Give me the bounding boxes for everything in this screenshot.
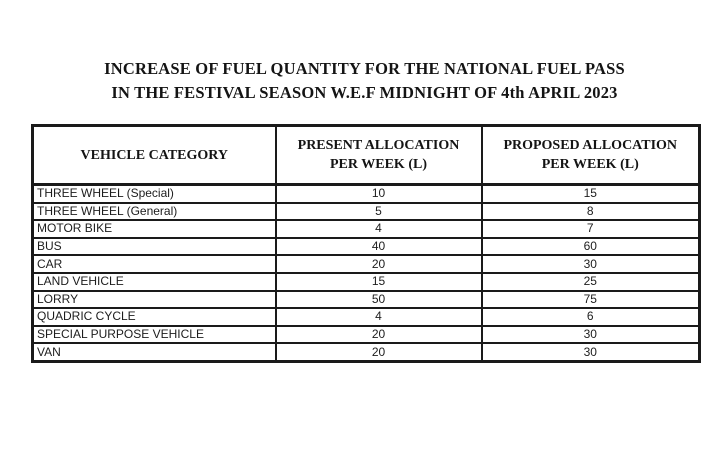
cell-present-allocation: 20	[276, 326, 482, 344]
cell-proposed-allocation: 30	[482, 255, 700, 273]
table-row	[33, 343, 700, 361]
page-title-line2: IN THE FESTIVAL SEASON W.E.F MIDNIGHT OF 4th APRIL 2023	[111, 83, 618, 102]
table-row	[33, 185, 700, 203]
cell-vehicle-category: QUADRIC CYCLE	[33, 308, 276, 326]
cell-proposed-allocation: 25	[482, 273, 700, 291]
cell-present-allocation: 15	[276, 273, 482, 291]
cell-proposed-allocation: 30	[482, 326, 700, 344]
page-title	[31, 57, 698, 105]
fuel-allocation-table	[31, 124, 701, 363]
cell-vehicle-category: LORRY	[33, 291, 276, 309]
cell-vehicle-category: THREE WHEEL (General)	[33, 203, 276, 221]
notice-page	[31, 0, 698, 363]
cell-proposed-allocation: 60	[482, 238, 700, 256]
column-header-proposed-allocation: PROPOSED ALLOCATION PER WEEK (L)	[482, 126, 700, 185]
fuel-table-body	[33, 185, 700, 362]
cell-proposed-allocation: 15	[482, 185, 700, 203]
cell-vehicle-category: SPECIAL PURPOSE VEHICLE	[33, 326, 276, 344]
cell-present-allocation: 20	[276, 255, 482, 273]
table-header-row	[33, 126, 700, 185]
table-row	[33, 255, 700, 273]
cell-proposed-allocation: 7	[482, 220, 700, 238]
table-row	[33, 238, 700, 256]
cell-present-allocation: 10	[276, 185, 482, 203]
cell-present-allocation: 4	[276, 220, 482, 238]
cell-present-allocation: 40	[276, 238, 482, 256]
page-title-line1: INCREASE OF FUEL QUANTITY FOR THE NATIONAL FUEL PASS	[104, 59, 625, 78]
cell-present-allocation: 4	[276, 308, 482, 326]
cell-proposed-allocation: 30	[482, 343, 700, 361]
column-header-present-allocation: PRESENT ALLOCATION PER WEEK (L)	[276, 126, 482, 185]
cell-proposed-allocation: 8	[482, 203, 700, 221]
cell-present-allocation: 5	[276, 203, 482, 221]
cell-vehicle-category: BUS	[33, 238, 276, 256]
table-row	[33, 308, 700, 326]
cell-vehicle-category: MOTOR BIKE	[33, 220, 276, 238]
table-row	[33, 273, 700, 291]
cell-vehicle-category: CAR	[33, 255, 276, 273]
cell-vehicle-category: THREE WHEEL (Special)	[33, 185, 276, 203]
column-header-vehicle-category: VEHICLE CATEGORY	[33, 126, 276, 185]
table-row	[33, 220, 700, 238]
cell-vehicle-category: LAND VEHICLE	[33, 273, 276, 291]
table-row	[33, 326, 700, 344]
cell-proposed-allocation: 75	[482, 291, 700, 309]
table-row	[33, 203, 700, 221]
table-row	[33, 291, 700, 309]
cell-vehicle-category: VAN	[33, 343, 276, 361]
cell-proposed-allocation: 6	[482, 308, 700, 326]
cell-present-allocation: 20	[276, 343, 482, 361]
cell-present-allocation: 50	[276, 291, 482, 309]
